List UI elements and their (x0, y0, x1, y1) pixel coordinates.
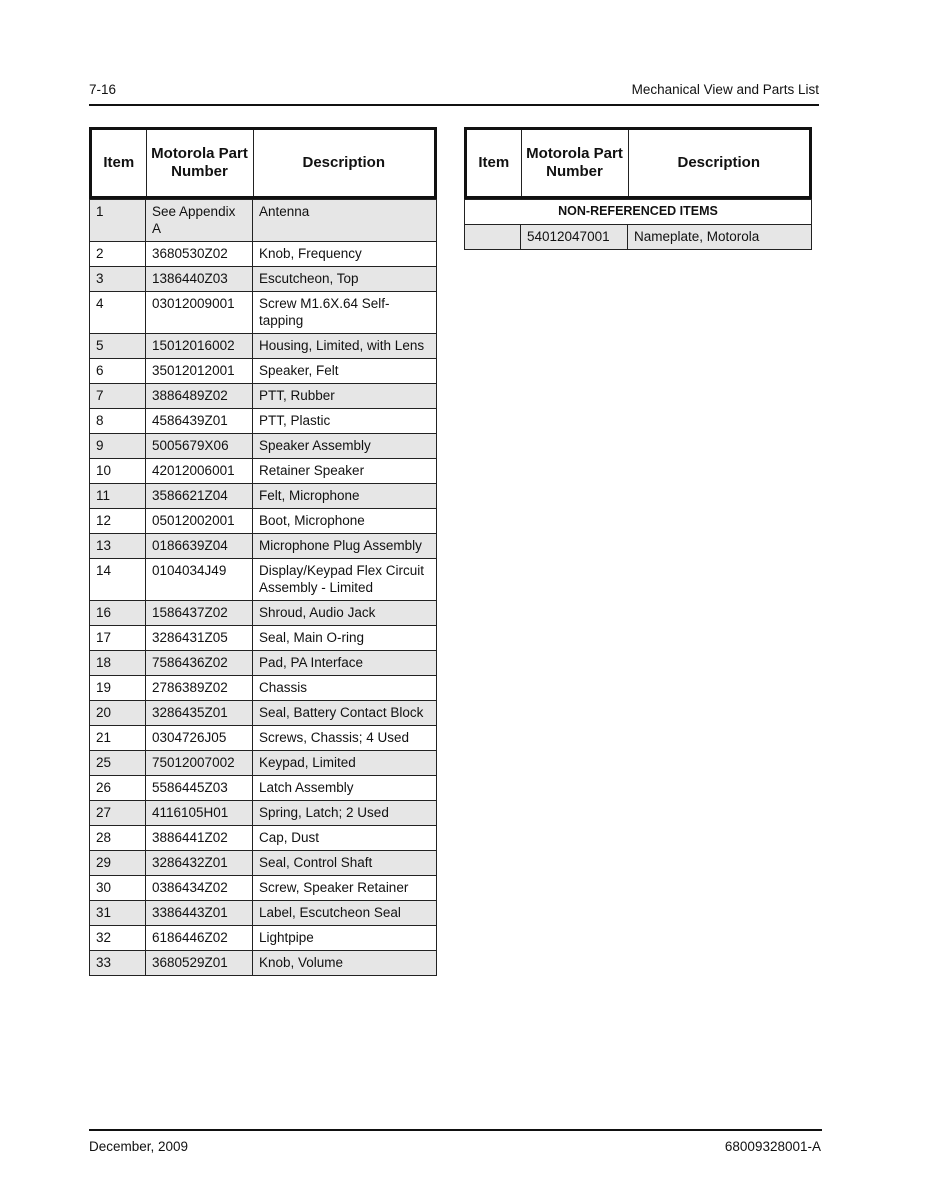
part-number-cell: 54012047001 (521, 225, 628, 250)
header-part-number: Motorola Part Number (146, 130, 253, 196)
description-cell: Shroud, Audio Jack (253, 601, 437, 626)
part-number-cell: 1586437Z02 (146, 601, 253, 626)
part-number-cell: 05012002001 (146, 509, 253, 534)
table-row (90, 334, 437, 359)
footer-rule (89, 1129, 822, 1131)
description-cell: Display/Keypad Flex Circuit Assembly - Limited (253, 559, 437, 601)
part-number-cell: See Appendix A (146, 200, 253, 242)
item-cell: 2 (90, 242, 146, 267)
table-row (90, 651, 437, 676)
table-row (90, 751, 437, 776)
table-row (90, 676, 437, 701)
left-table-header (89, 127, 437, 199)
part-number-cell: 3886489Z02 (146, 384, 253, 409)
right-table-header (464, 127, 812, 199)
header-item: Item (478, 154, 510, 171)
part-number-cell: 4586439Z01 (146, 409, 253, 434)
part-number-cell: 6186446Z02 (146, 926, 253, 951)
section-title: Mechanical View and Parts List (631, 82, 819, 97)
table-row (90, 509, 437, 534)
description-cell: Knob, Volume (253, 951, 437, 976)
description-cell: Seal, Control Shaft (253, 851, 437, 876)
part-number-cell: 0186639Z04 (146, 534, 253, 559)
part-number-cell: 1386440Z03 (146, 267, 253, 292)
part-number-cell: 3586621Z04 (146, 484, 253, 509)
item-cell: 3 (90, 267, 146, 292)
item-cell: 19 (90, 676, 146, 701)
description-cell: Seal, Main O-ring (253, 626, 437, 651)
item-cell: 29 (90, 851, 146, 876)
description-cell: Nameplate, Motorola (628, 225, 812, 250)
description-cell: Chassis (253, 676, 437, 701)
non-referenced-items-label: NON-REFERENCED ITEMS (465, 200, 812, 225)
table-row (90, 901, 437, 926)
table-row (90, 801, 437, 826)
description-cell: PTT, Plastic (253, 409, 437, 434)
item-cell: 18 (90, 651, 146, 676)
description-cell: Speaker Assembly (253, 434, 437, 459)
description-cell: Speaker, Felt (253, 359, 437, 384)
part-number-cell: 7586436Z02 (146, 651, 253, 676)
table-row (90, 534, 437, 559)
part-number-cell: 3680530Z02 (146, 242, 253, 267)
table-row (90, 559, 437, 601)
description-cell: Antenna (253, 200, 437, 242)
item-cell: 11 (90, 484, 146, 509)
description-cell: Keypad, Limited (253, 751, 437, 776)
part-number-cell: 03012009001 (146, 292, 253, 334)
description-cell: Seal, Battery Contact Block (253, 701, 437, 726)
part-number-cell: 3286435Z01 (146, 701, 253, 726)
item-cell: 26 (90, 776, 146, 801)
part-number-cell: 3386443Z01 (146, 901, 253, 926)
table-row (90, 292, 437, 334)
part-number-cell: 3886441Z02 (146, 826, 253, 851)
part-number-cell: 2786389Z02 (146, 676, 253, 701)
table-row (90, 626, 437, 651)
part-number-cell: 3286431Z05 (146, 626, 253, 651)
description-cell: Escutcheon, Top (253, 267, 437, 292)
part-number-cell: 3286432Z01 (146, 851, 253, 876)
table-row (90, 601, 437, 626)
description-cell: Boot, Microphone (253, 509, 437, 534)
description-cell: Latch Assembly (253, 776, 437, 801)
part-number-cell: 35012012001 (146, 359, 253, 384)
part-number-cell: 75012007002 (146, 751, 253, 776)
part-number-cell: 5005679X06 (146, 434, 253, 459)
item-cell: 32 (90, 926, 146, 951)
item-cell: 8 (90, 409, 146, 434)
item-cell: 27 (90, 801, 146, 826)
table-row (90, 876, 437, 901)
description-cell: PTT, Rubber (253, 384, 437, 409)
description-cell: Lightpipe (253, 926, 437, 951)
right-parts-table (464, 199, 812, 250)
description-cell: Screws, Chassis; 4 Used (253, 726, 437, 751)
description-cell: Pad, PA Interface (253, 651, 437, 676)
item-cell: 31 (90, 901, 146, 926)
table-row (90, 267, 437, 292)
item-cell: 14 (90, 559, 146, 601)
item-cell: 16 (90, 601, 146, 626)
item-cell: 17 (90, 626, 146, 651)
item-cell: 9 (90, 434, 146, 459)
table-row (90, 826, 437, 851)
description-cell: Knob, Frequency (253, 242, 437, 267)
description-cell: Felt, Microphone (253, 484, 437, 509)
table-row (90, 409, 437, 434)
item-cell: 28 (90, 826, 146, 851)
header-part-number: Motorola Part Number (521, 130, 628, 196)
table-row (90, 242, 437, 267)
part-number-cell: 3680529Z01 (146, 951, 253, 976)
table-row (90, 434, 437, 459)
part-number-cell: 42012006001 (146, 459, 253, 484)
item-cell: 4 (90, 292, 146, 334)
table-row (90, 776, 437, 801)
item-cell: 5 (90, 334, 146, 359)
part-number-cell: 0104034J49 (146, 559, 253, 601)
description-cell: Screw M1.6X.64 Self-tapping (253, 292, 437, 334)
table-row (90, 384, 437, 409)
table-row (90, 459, 437, 484)
description-cell: Spring, Latch; 2 Used (253, 801, 437, 826)
page-number: 7-16 (89, 82, 117, 97)
item-cell: 1 (90, 200, 146, 242)
left-parts-table (89, 199, 437, 976)
item-cell (465, 225, 521, 250)
part-number-cell: 15012016002 (146, 334, 253, 359)
item-cell: 10 (90, 459, 146, 484)
description-cell: Retainer Speaker (253, 459, 437, 484)
item-cell: 12 (90, 509, 146, 534)
footer-doc-number: 68009328001-A (724, 1139, 821, 1154)
item-cell: 20 (90, 701, 146, 726)
header-item: Item (103, 154, 135, 171)
part-number-cell: 0304726J05 (146, 726, 253, 751)
table-row (90, 701, 437, 726)
description-cell: Cap, Dust (253, 826, 437, 851)
description-cell: Label, Escutcheon Seal (253, 901, 437, 926)
table-row (90, 359, 437, 384)
table-row (90, 951, 437, 976)
item-cell: 30 (90, 876, 146, 901)
table-row (90, 851, 437, 876)
footer-date: December, 2009 (89, 1139, 189, 1154)
item-cell: 13 (90, 534, 146, 559)
item-cell: 7 (90, 384, 146, 409)
item-cell: 25 (90, 751, 146, 776)
item-cell: 21 (90, 726, 146, 751)
header-description: Description (253, 130, 434, 196)
part-number-cell: 5586445Z03 (146, 776, 253, 801)
header-rule (89, 104, 819, 106)
table-row (90, 200, 437, 242)
part-number-cell: 0386434Z02 (146, 876, 253, 901)
description-cell: Microphone Plug Assembly (253, 534, 437, 559)
table-row (465, 225, 812, 250)
table-row (90, 484, 437, 509)
description-cell: Housing, Limited, with Lens (253, 334, 437, 359)
part-number-cell: 4116105H01 (146, 801, 253, 826)
table-row (90, 726, 437, 751)
item-cell: 6 (90, 359, 146, 384)
description-cell: Screw, Speaker Retainer (253, 876, 437, 901)
header-description: Description (628, 130, 809, 196)
table-row (90, 926, 437, 951)
item-cell: 33 (90, 951, 146, 976)
